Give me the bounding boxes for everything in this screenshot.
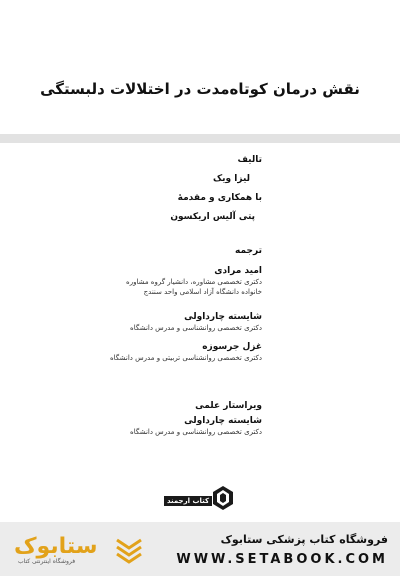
translator-desc: خانواده دانشگاه آزاد اسلامی واحد سنندج: [143, 288, 262, 296]
setabook-logo[interactable]: [10, 532, 160, 568]
editor-desc: دکتری تخصصی روانشناسی و مدرس دانشگاه: [130, 428, 262, 436]
logo-tagline: فروشگاه اینترنتی کتاب: [18, 558, 76, 565]
collab-name: پتی آلیس اریکسون: [170, 212, 255, 222]
setabook-logo-icon: [114, 534, 144, 564]
author-section: [237, 155, 262, 165]
translator-desc: دکتری تخصصی روانشناسی تربیتی و مدرس دانشگاه: [109, 354, 262, 362]
divider-band: [0, 134, 400, 143]
translator-1: [126, 266, 262, 296]
translator-name: شایسته چارداولی: [184, 312, 262, 322]
translator-desc: دکتری تخصصی مشاوره، دانشیار گروه مشاوره: [126, 278, 262, 286]
author-name-block: [213, 174, 250, 184]
store-footer: [0, 522, 400, 576]
translator-name: غزل جرسوزه: [202, 342, 262, 352]
collab-label: با همکاری و مقدمهٔ: [177, 193, 262, 203]
book-title: نقش درمان کوتاه‌مدت در اختلالات دلبستگی: [40, 80, 360, 98]
publisher-label: کتاب ارجمند: [164, 496, 212, 506]
author-label: تالیف: [237, 155, 262, 165]
collab-name-block: [170, 212, 255, 222]
publisher-emblem-icon: [212, 485, 234, 511]
translation-label: ترجمه: [235, 246, 262, 256]
editor-name: شایسته چارداولی: [184, 416, 262, 426]
collab-section: [178, 193, 262, 203]
editor-label: ویراستار علمی: [195, 401, 262, 411]
translator-name: امید مرادی: [214, 266, 262, 276]
editor-section: [130, 401, 262, 436]
translator-3: [110, 342, 262, 362]
translation-section: [235, 246, 262, 256]
store-name: فروشگاه کتاب پزشکی ستابوک: [220, 533, 388, 546]
logo-brand-text: ستابوک: [14, 534, 98, 559]
translator-2: [130, 312, 262, 332]
publisher-logo: [164, 485, 238, 513]
translator-desc: دکتری تخصصی روانشناسی و مدرس دانشگاه: [130, 324, 262, 332]
store-url[interactable]: WWW.SETABOOK.COM: [176, 552, 388, 567]
author-name: لیزا ویک: [212, 174, 250, 184]
